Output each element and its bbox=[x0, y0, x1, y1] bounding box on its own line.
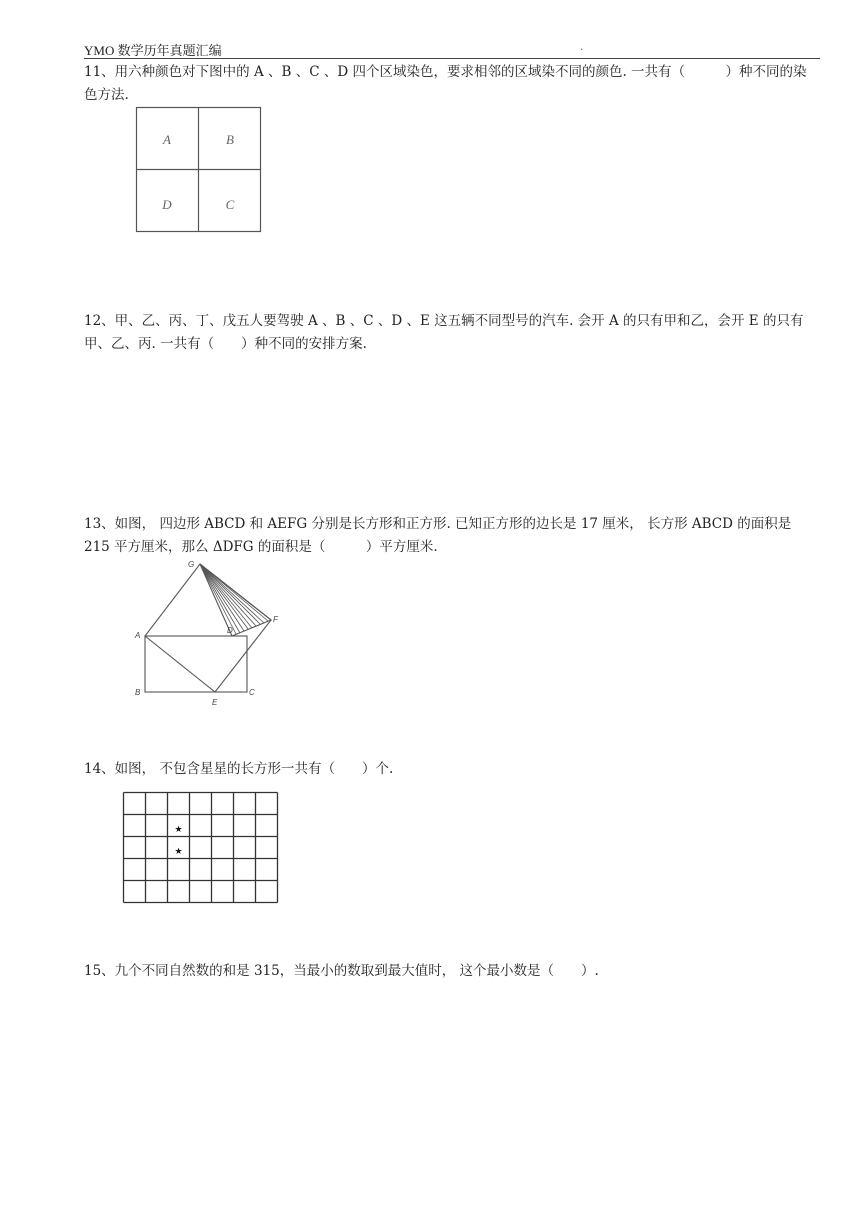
triangle-dfg-hatching bbox=[200, 564, 268, 634]
question-14-grid-figure bbox=[122, 791, 280, 904]
star-2: ★ bbox=[174, 847, 183, 857]
star-1: ★ bbox=[174, 825, 183, 835]
question-15-text: 15、九个不同自然数的和是 315，当最小的数取到最大值时， 这个最小数是（ ）. bbox=[84, 963, 599, 979]
question-11-figure bbox=[135, 106, 263, 234]
vertex-label-g: G bbox=[188, 560, 195, 569]
region-label-c: C bbox=[225, 197, 235, 212]
grid-lines bbox=[124, 793, 278, 903]
question-12-text: 12、甲、乙、丙、丁、戊五人要驾驶 A 、B 、C 、D 、E 这五辆不同型号的汽车. 会开 A 的只有甲和乙，会开 E 的只有甲、乙、丙. 一共有（ ）种不同的安排方案. bbox=[84, 313, 804, 352]
vertex-label-a: A bbox=[135, 631, 141, 640]
region-label-b: B bbox=[226, 132, 234, 147]
question-13-figure bbox=[130, 558, 290, 710]
page-header bbox=[84, 40, 820, 59]
vertex-label-c: C bbox=[249, 688, 255, 697]
region-label-a: A bbox=[163, 132, 171, 147]
rectangle-abcd bbox=[145, 636, 247, 692]
question-13-text: 13、如图， 四边形 ABCD 和 AEFG 分别是长方形和正方形. 已知正方形的边长是 17 厘米， 长方形 ABCD 的面积是 215 平方厘米，那么 ΔDFG 的面积是（ ）平方厘米. bbox=[84, 516, 792, 555]
vertex-label-b: B bbox=[135, 688, 141, 697]
vertex-label-d: D bbox=[227, 626, 233, 635]
header-title: YMO 数学历年真题汇编 bbox=[84, 43, 222, 58]
region-label-d: D bbox=[162, 197, 172, 212]
header-dot: . bbox=[580, 42, 584, 53]
vertex-label-f: F bbox=[273, 615, 278, 624]
question-11-text: 11、用六种颜色对下图中的 A 、B 、C 、D 四个区域染色，要求相邻的区域染不同的颜色. 一共有（ ）种不同的染色方法. bbox=[84, 64, 807, 103]
question-14-text: 14、如图， 不包含星星的长方形一共有（ ）个. bbox=[84, 761, 394, 777]
vertex-label-e: E bbox=[212, 698, 218, 707]
